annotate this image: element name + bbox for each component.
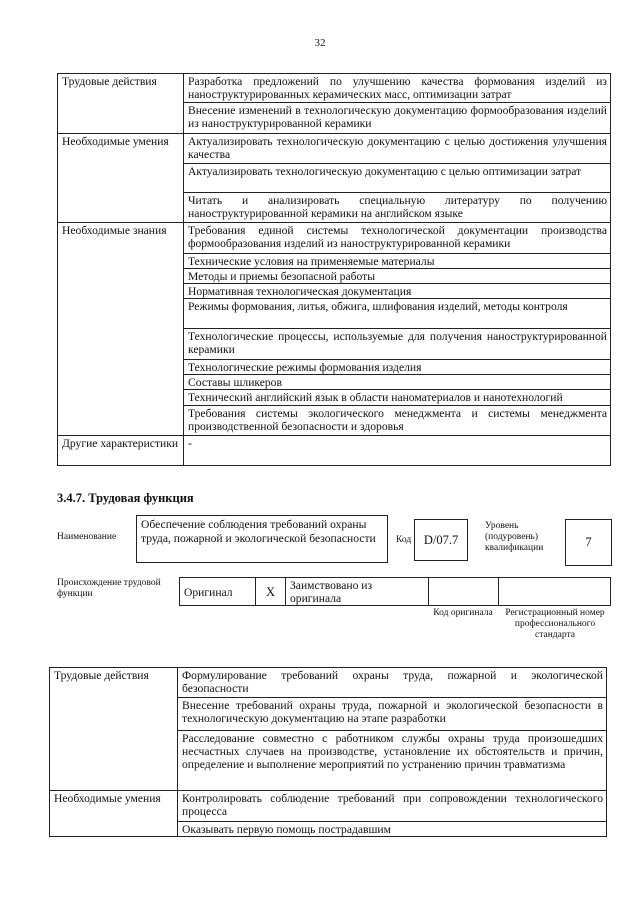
page-number: 32 [314, 37, 326, 49]
table-cell: Режимы формования, литья, обжига, шлифования изделий, методы контроля [184, 299, 611, 329]
table-cell: Технологические процессы, используемые для получения наноструктурированной керамики [184, 329, 611, 360]
code-value: D/07.7 [423, 533, 459, 547]
original-mark: X [256, 578, 286, 606]
level-label: Уровень (подуровень) квалификации [485, 521, 544, 553]
row-label-labor-actions: Трудовые действия [50, 668, 178, 791]
origin-table [179, 577, 611, 606]
borrowed-label: Заимствовано из оригинала [286, 578, 429, 606]
table-cell: Актуализировать технологическую документацию с целью достижения улучшения качества [184, 134, 611, 164]
table-cell: Требования системы экологического менеджмента и системы менеджмента производственной безопасности и здоровья [184, 406, 611, 436]
table-cell: Требования единой системы технологической документации производства формообразования изделий из наноструктурированной керамики [184, 223, 611, 254]
row-label-labor-actions: Трудовые действия [58, 74, 184, 134]
level-value: 7 [585, 535, 592, 549]
code-original-cell [429, 578, 499, 606]
name-label: Наименование [57, 532, 117, 542]
function-name-value: Обеспечение соблюдения требований охраны труда, пожарной и экологической безопасности [141, 518, 376, 545]
table-cell: Внесение требований охраны труда, пожарной и экологической безопасности в технологическую документацию на этапе разработки [178, 698, 607, 731]
table-cell: Технический английский язык в области наноматериалов и нанотехнологий [184, 390, 611, 406]
reg-number-cell [499, 578, 611, 606]
row-label-other: Другие характеристики [58, 436, 184, 466]
row-label-skills: Необходимые умения [58, 134, 184, 223]
table-cell: Оказывать первую помощь пострадавшим [178, 822, 607, 837]
original-label: Оригинал [180, 578, 256, 606]
table-cell: Нормативная технологическая документация [184, 284, 611, 299]
table-cell: - [184, 436, 611, 466]
table-cell: Технологические режимы формования изделия [184, 360, 611, 375]
labor-function-table-1 [57, 73, 611, 466]
table-cell: Расследование совместно с работником службы охраны труда произошедших несчастных случаев на производстве, установление их обстоятельств и причин, определение и выполнение мероприятий по устранению причин травматизма [178, 731, 607, 791]
table-cell: Методы и приемы безопасной работы [184, 269, 611, 284]
reg-number-caption: Регистрационный номер профессионального стандарта [505, 608, 605, 640]
table-cell: Технические условия на применяемые материалы [184, 254, 611, 269]
table-cell: Читать и анализировать специальную литературу по получению наноструктурированной керамики на английском языке [184, 193, 611, 223]
table-cell: Разработка предложений по улучшению качества формования изделий из наноструктурированных керамических масс, оптимизации затрат [184, 74, 611, 103]
section-title: 3.4.7. Трудовая функция [57, 491, 194, 505]
labor-function-table-2 [49, 667, 607, 837]
table-cell: Внесение изменений в технологическую документацию формообразования изделий из наноструктурированной керамики [184, 103, 611, 134]
table-cell: Актуализировать технологическую документацию с целью оптимизации затрат [184, 164, 611, 193]
row-label-skills: Необходимые умения [50, 791, 178, 837]
table-cell: Контролировать соблюдение требований при сопровождении технологического процесса [178, 791, 607, 822]
row-label-knowledge: Необходимые знания [58, 223, 184, 436]
code-label: Код [396, 535, 412, 545]
origin-label: Происхождение трудовой функции [57, 578, 161, 599]
table-cell: Составы шликеров [184, 375, 611, 390]
code-original-caption: Код оригинала [433, 608, 493, 618]
table-cell: Формулирование требований охраны труда, пожарной и экологической безопасности [178, 668, 607, 698]
